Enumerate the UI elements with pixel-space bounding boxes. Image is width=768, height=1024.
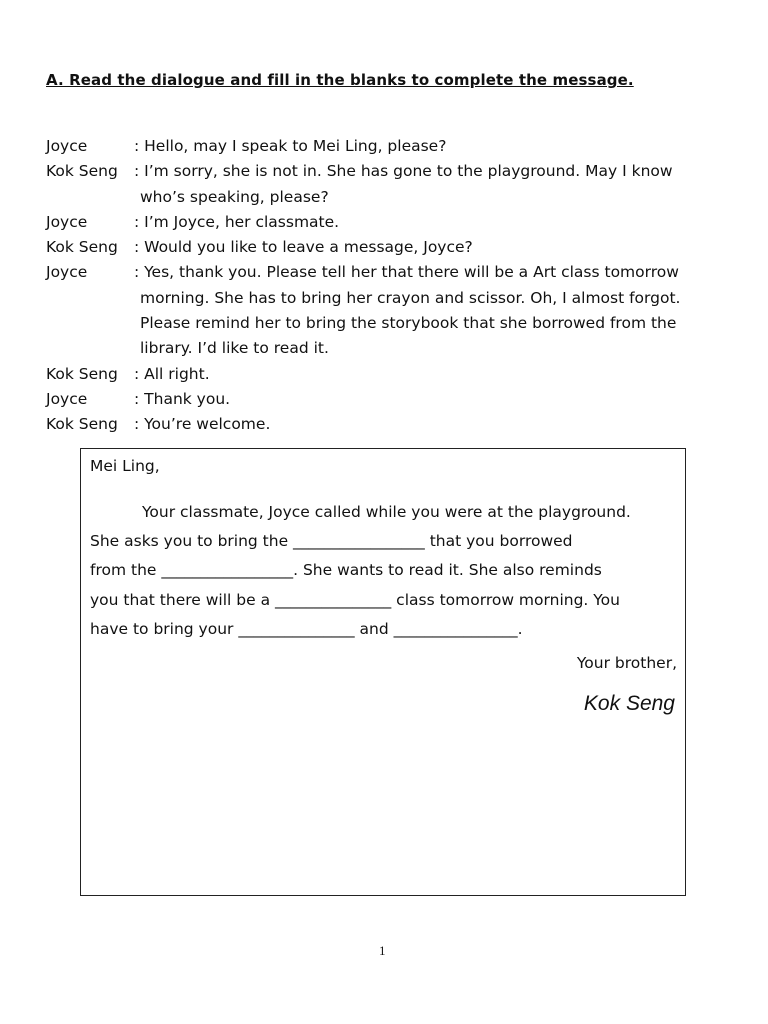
speech-text <box>134 134 734 159</box>
message-box <box>80 448 686 896</box>
dialogue-line <box>46 210 736 235</box>
dialogue <box>46 134 736 438</box>
speech-line: : Would you like to leave a message, Joyce? <box>134 238 473 257</box>
speaker-name: Kok Seng <box>46 415 118 434</box>
message-line: you that there will be a _______________ class tomorrow morning. You <box>90 590 620 609</box>
dialogue-line <box>46 159 736 210</box>
speaker-name: Joyce <box>46 263 88 282</box>
speech-line: : You’re welcome. <box>134 415 271 434</box>
message-body <box>90 498 680 644</box>
speaker-name: Kok Seng <box>46 162 118 181</box>
speech-text <box>134 159 734 210</box>
speaker-name: Joyce <box>46 389 88 408</box>
dialogue-line <box>46 362 736 387</box>
speech-text <box>134 412 734 437</box>
speech-text <box>134 210 734 235</box>
message-signature: Kok Seng <box>583 692 675 715</box>
speech-text <box>134 235 734 260</box>
speaker-name: Kok Seng <box>46 364 118 383</box>
speaker-name: Joyce <box>46 212 88 231</box>
speech-line: who’s speaking, please? <box>140 187 329 206</box>
speech-text <box>134 362 734 387</box>
dialogue-line <box>46 134 736 159</box>
speaker-name: Kok Seng <box>46 238 118 257</box>
speech-line: : Hello, may I speak to Mei Ling, please? <box>134 137 447 155</box>
speech-text <box>134 260 734 361</box>
page-number: 1 <box>379 943 386 958</box>
speech-line: : All right. <box>134 364 210 383</box>
speech-line: : Thank you. <box>134 389 231 408</box>
speech-line: Please remind her to bring the storybook that she borrowed from the <box>140 314 677 333</box>
speech-text <box>134 387 734 412</box>
dialogue-line <box>46 387 736 412</box>
speech-line: : I’m Joyce, her classmate. <box>134 212 340 231</box>
speech-line: morning. She has to bring her crayon and scissor. Oh, I almost forgot. <box>140 288 681 307</box>
message-closing: Your brother, <box>576 654 677 672</box>
dialogue-line <box>46 235 736 260</box>
message-line: have to bring your _______________ and ________________. <box>90 619 523 638</box>
speech-line: library. I’d like to read it. <box>140 339 329 358</box>
message-line: from the _________________. She wants to read it. She also reminds <box>90 561 602 580</box>
speech-line: : Yes, thank you. Please tell her that there will be a Art class tomorrow <box>134 263 679 282</box>
speech-line: : I’m sorry, she is not in. She has gone to the playground. May I know <box>134 162 673 181</box>
exercise-instruction: A. Read the dialogue and fill in the blanks to complete the message. <box>46 71 634 89</box>
speaker-name: Joyce <box>46 137 88 155</box>
message-line: She asks you to bring the _________________ that you borrowed <box>90 532 573 551</box>
dialogue-line <box>46 412 736 437</box>
dialogue-line <box>46 260 736 361</box>
message-greeting: Mei Ling, <box>90 457 160 475</box>
message-line: Your classmate, Joyce called while you were at the playground. <box>142 503 631 521</box>
